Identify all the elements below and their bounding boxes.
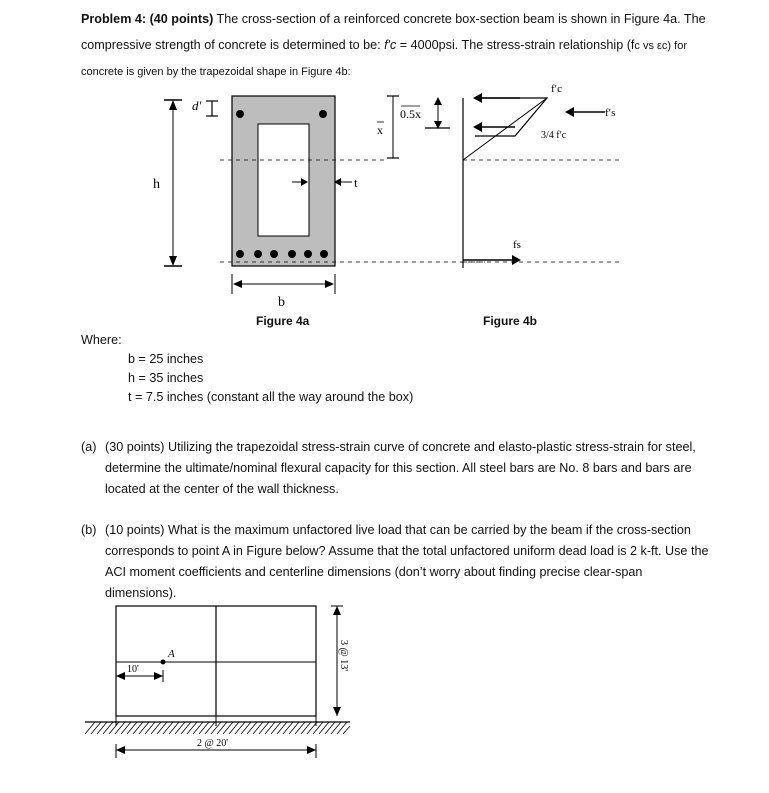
- problem-label: Problem 4: [81, 12, 142, 26]
- three-quarter-fc-label: 3/4 f′c: [541, 130, 567, 141]
- x-label: x: [377, 123, 383, 137]
- fc-symbol: f′c: [384, 37, 397, 52]
- fc-label: f′c: [551, 83, 562, 95]
- fc-value: = 4000psi. The stress-strain relationship (f: [396, 37, 635, 52]
- problem-statement: Problem 4: (40 points) The cross-section of a reinforced concrete box-section beam is shown in Figure 4a. The compressive strength of concrete is determined to be: f′c = 4000psi. The stress-strain relationship (fc vs εc) for concrete is given by the trapezoidal shape in Figure 4b:: [81, 12, 706, 78]
- half-x-label: 0.5x: [400, 107, 421, 121]
- figure-4b-caption: Figure 4b: [483, 314, 538, 328]
- intro-text-a: The cross-section of a reinforced concrete box-section beam is shown in Figure 4a. The compressive strength of concrete is determined to be:: [81, 12, 706, 52]
- problem-points: (40 points): [149, 12, 214, 26]
- figure-4a-caption: Figure 4a: [256, 314, 310, 328]
- where-label: Where:: [81, 333, 122, 347]
- dim-span-label: 2 @ 20': [197, 738, 229, 749]
- dim-height-label: 3 @ 13': [338, 640, 349, 672]
- point-a-label: A: [168, 648, 175, 660]
- fs-label: fs: [513, 239, 521, 251]
- part-b: [81, 520, 711, 604]
- part-b-text: (10 points) What is the maximum unfactored live load that can be carried by the beam if the cross-section corresponds to point A in Figure below? Assume that the total unfactored uniform dead load is 2 k-ft. Use the ACI moment coefficients and centerline dimensions (don’t worry about finding precise clear-span dimensions).: [105, 523, 709, 600]
- figure-4b-stress-strain: [455, 78, 625, 278]
- intro-text-b: c vs εc) for concrete is given by the trapezoidal shape in Figure 4b:: [81, 39, 687, 78]
- fs-prime-label: f′s: [605, 107, 616, 119]
- dim-10-label: 10': [127, 664, 139, 675]
- part-a: [81, 437, 711, 500]
- where-b: b = 25 inches: [128, 352, 204, 366]
- part-b-label: (b): [81, 523, 97, 537]
- part-a-label: (a): [81, 440, 97, 454]
- figure-4a-cross-section: [140, 88, 490, 308]
- t-label: t: [354, 175, 358, 190]
- d-prime-label: d′: [192, 98, 202, 113]
- where-h: h = 35 inches: [128, 371, 204, 385]
- where-t: t = 7.5 inches (constant all the way around the box): [128, 390, 414, 404]
- part-a-text: (30 points) Utilizing the trapezoidal stress-strain curve of concrete and elasto-plastic stress-strain for steel, determine the ultimate/nominal flexural capacity for this section. All steel bars are No. 8 bars and bars are located at the center of the wall thickness.: [105, 440, 696, 496]
- h-label: h: [153, 177, 160, 192]
- frame-figure: [85, 598, 365, 770]
- b-label: b: [278, 295, 285, 308]
